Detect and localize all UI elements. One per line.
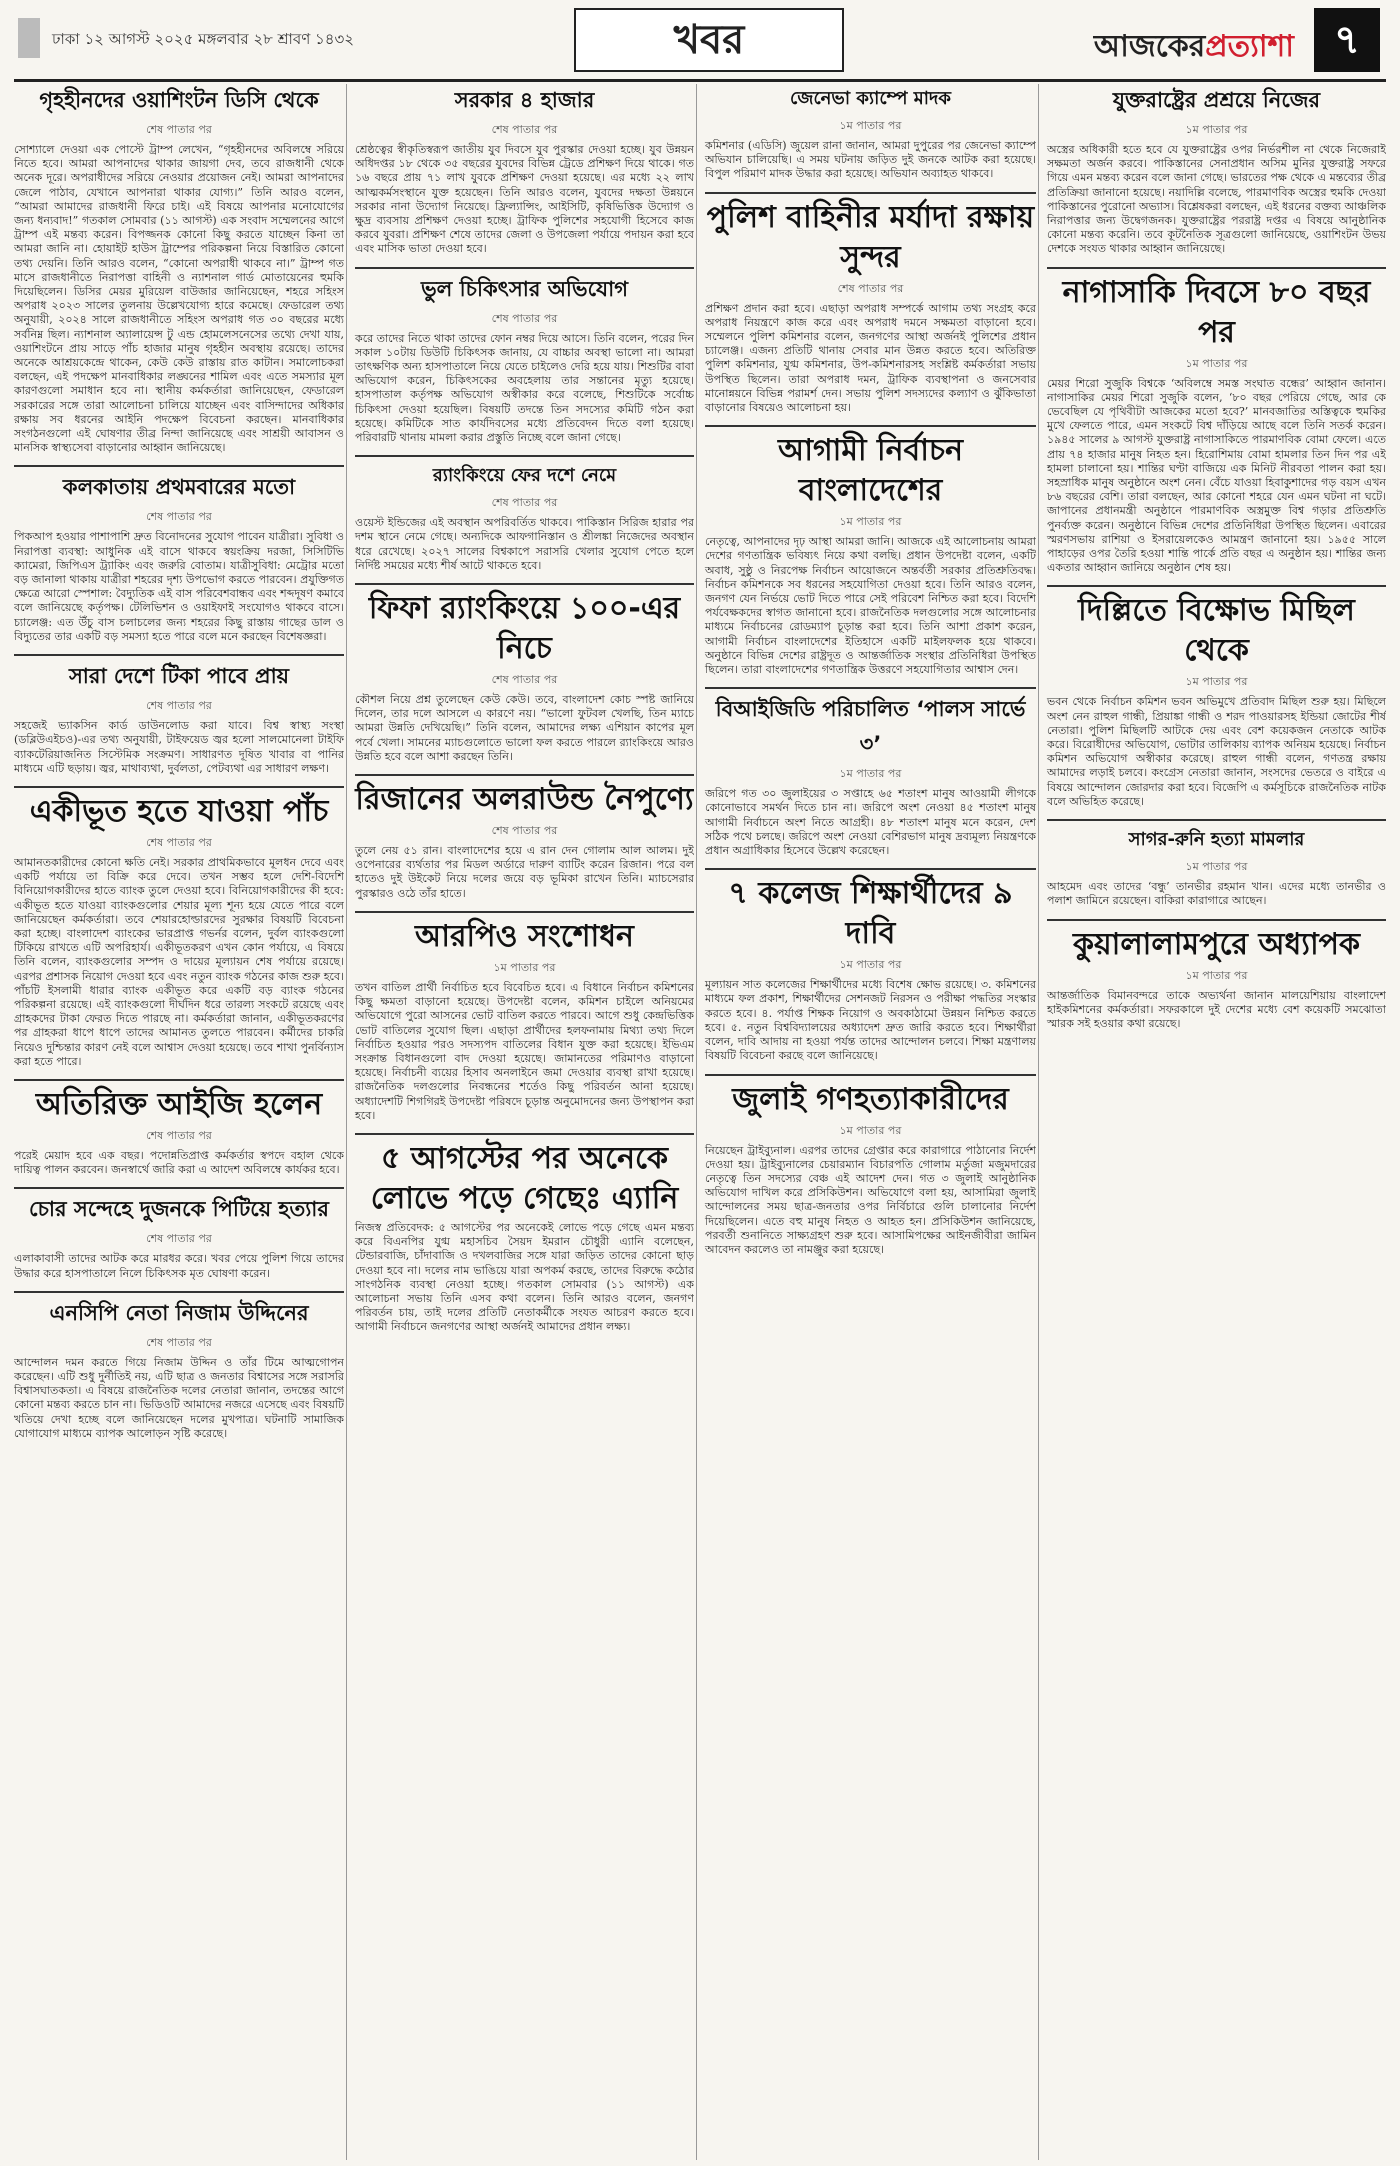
article-headline[interactable]: ৭ কলেজ শিক্ষার্থীদের ৯ দাবি: [728, 876, 1013, 952]
news-article: [355, 583, 694, 764]
article-headline[interactable]: যুক্তরাষ্ট্রের প্রশ্রয়ে নিজের: [1112, 88, 1321, 112]
article-body: তখন বাতিল প্রার্থী নির্বাচিত হবে বিবেচিত হবে। এ বিধানে নির্বাচন কমিশনের কিছু ক্ষমতা বাড়ানো হয়েছে। উপদেষ্টা বলেন, কমিশন চাইলে অনিয়মের অভিযোগে পুরো আসনের ভোট বাতিল করতে পারবে। আগে শুধু কেন্দ্রভিত্তিক ভোট বাতিলের সুযোগ ছিল। এছাড়া প্রার্থীদের হলফনামায় মিথ্যা তথ্য দিলে নির্বাচিত হওয়ার পরও সদস্যপদ বাতিলের বিধান যুক্ত করা হয়েছে। ইভিএম সংক্রান্ত বিধানগুলো বাদ দেওয়া হয়েছে। জামানতের পরিমাণও বাড়ানো হয়েছে। নির্বাচনী ব্যয়ের হিসাব অনলাইনে জমা দেওয়ার ব্যবস্থা রাখা হয়েছে। রাজনৈতিক দলগুলোর নিবন্ধনের শর্তেও কিছু পরিবর্তন আনা হয়েছে। অধ্যাদেশটি শিগগিরই উপদেষ্টা পরিষদে চূড়ান্ত অনুমোদনের জন্য উপস্থাপন করা হবে।: [355, 980, 694, 1122]
news-article: [355, 911, 694, 1123]
article-headline[interactable]: ভুল চিকিৎসার অভিযোগ: [421, 276, 628, 301]
page-number: ৭: [1314, 8, 1380, 72]
article-body: কমিশনার (এডিসি) জুয়েল রানা জানান, আমরা দুপুরের পর জেনেভা ক্যাম্পে অভিযান চালিয়েছি। এ সময় ঘটনায় জড়িত দুই জনকে আটক করা হয়েছে। বিপুল পরিমাণ মাদক উদ্ধার করা হয়েছে। অভিযান অব্যাহত থাকবে।: [705, 139, 1036, 181]
article-body: নেতৃত্বে, আপনাদের দৃঢ় আস্থা আমরা জানি। আজকে এই আলোচনায় আমরা দেশের গণতান্ত্রিক ভবিষ্যৎ নিয়ে কথা বলছি। প্রধান উপদেষ্টা বলেন, একটি অবাধ, সুষ্ঠু ও নিরপেক্ষ নির্বাচন আয়োজনে অন্তর্বর্তী সরকার প্রতিশ্রুতিবদ্ধ। নির্বাচন কমিশনকে সব ধরনের সহযোগিতা দেওয়া হবে। তিনি আরও বলেন, জনগণ যেন নির্ভয়ে ভোট দিতে পারে সেই পরিবেশ নিশ্চিত করা হবে। বিদেশি পর্যবেক্ষকদের স্বাগত জানানো হবে। রাজনৈতিক দলগুলোর সঙ্গে আলোচনার মাধ্যমে নির্বাচনের রোডম্যাপ চূড়ান্ত করা হবে। তিনি আশা প্রকাশ করেন, আগামী নির্বাচন বাংলাদেশের ইতিহাসে একটি মাইলফলক হয়ে থাকবে। অনুষ্ঠানে বিভিন্ন দেশের রাষ্ট্রদূত ও আন্তর্জাতিক সংস্থার প্রতিনিধিরা উপস্থিত ছিলেন। তারা বাংলাদেশের গণতান্ত্রিক উত্তরণে সহযোগিতার আশ্বাস দেন।: [705, 535, 1036, 677]
article-headline[interactable]: চোর সন্দেহে দুজনকে পিটিয়ে হত্যার: [29, 1197, 329, 1222]
article-body: নিজস্ব প্রতিবেদক: ৫ আগস্টের পর অনেকেই লোভে পড়ে গেছে এমন মন্তব্য করে বিএনপির যুগ্ম মহাসচিব সৈয়দ ইমরান চৌধুরী এ্যানি বলেছেন, টেন্ডারবাজি, চাঁদাবাজি ও দখলবাজির সঙ্গে যারা জড়িত তাদের কোনো ছাড় দেওয়া হবে না। দলের নাম ভাঙিয়ে যারা অপকর্ম করছে, তাদের বিরুদ্ধে কঠোর সাংগঠনিক ব্যবস্থা নেওয়া হচ্ছে। গতকাল সোমবার (১১ আগস্ট) এক আলোচনা সভায় তিনি এসব কথা বলেন। তিনি আরও বলেন, জনগণ পরিবর্তন চায়, তাই দলের প্রতিটি নেতাকর্মীকে সংযত আচরণ করতে হবে। আগামী নির্বাচনে জনগণের আস্থা অর্জনই আমাদের প্রধান লক্ষ্য।: [355, 1220, 694, 1334]
article-body: মেয়র শিরো সুজুকি বিশ্বকে ‘অবিলম্বে সমস্ত সংঘাত বন্ধের’ আহ্বান জানান। নাগাসাকির মেয়র শিরো সুজুকি বলেন, ‘৮০ বছর পেরিয়ে গেছে, আর কে ভেবেছিল যে পৃথিবীটা আজকের মতো হবে?’ মানবজাতির অস্তিত্বকে হুমকির মুখে ফেলতে পারে, এমন সংকটে বিশ্ব দাঁড়িয়ে আছে বলে তিনি সতর্ক করেন। ১৯৪৫ সালের ৯ আগস্ট যুক্তরাষ্ট্র নাগাসাকিতে পারমাণবিক বোমা ফেলে। এতে প্রায় ৭৪ হাজার মানুষ নিহত হন। হিরোশিমায় বোমা হামলার তিন দিন পর এই হামলা চালানো হয়। শান্তির ঘণ্টা বাজিয়ে এক মিনিট নীরবতা পালন করা হয়। সহস্রাধিক মানুষ অনুষ্ঠানে অংশ নেন। বেঁচে যাওয়া হিবাকুশাদের গড় বয়স এখন ৮৬ বছরের বেশি। তারা বলছেন, আর কোনো শহরে যেন এমন ঘটনা না ঘটে। জাপানের প্রধানমন্ত্রী অনুষ্ঠানে পারমাণবিক অস্ত্রমুক্ত বিশ্ব গড়ার প্রতিশ্রুতি পুনর্ব্যক্ত করেন। অনুষ্ঠানে বিভিন্ন দেশের প্রতিনিধিরা উপস্থিত ছিলেন। এবারের স্মরণসভায় রাশিয়া ও ইসরায়েলকেও আমন্ত্রণ জানানো হয়। ১৯৫৫ সালে পাহাড়ের ওপর তৈরি হওয়া শান্তি পার্কে প্রতি বছর এ অনুষ্ঠান হয়। শান্তির জন্য একতার আহ্বান জানিয়ে অনুষ্ঠান শেষ হয়।: [1047, 376, 1386, 575]
news-article: [355, 84, 694, 257]
continuation-note: শেষ পাতার পর: [146, 123, 212, 136]
article-body: আহমেদ এবং তাদের ‘বন্ধু’ তানভীর রহমান খান। এদের মধ্যে তানভীর ও পলাশ জামিনে রয়েছেন। বাকিরা কারাগারে আছেন।: [1047, 880, 1386, 908]
news-article: [355, 267, 694, 446]
article-body: আমানতকারীদের কোনো ক্ষতি নেই। সরকার প্রাথমিকভাবে মূলধন দেবে এবং একটি পর্যায়ে তা বিক্রি করে দেবে। তখন সম্ভব হলে দেশি-বিদেশি বিনিয়োগকারীদের হাতে ব্যাংক তুলে দেওয়া হবে। বিনিয়োগকারীদের কী হবে: একীভূত হতে যাওয়া ব্যাংকগুলোর শেয়ার মূল্য শূন্য হয়ে যেতে পারে বলে জানিয়েছেন কর্মকর্তারা। তবে শেয়ারহোল্ডারদের সুরক্ষার বিষয়টি বিবেচনা করা হচ্ছে। বাংলাদেশ ব্যাংকের ভারপ্রাপ্ত গভর্নর বলেন, দুর্বল ব্যাংকগুলো টিকিয়ে রাখতে এটি অপরিহার্য। একীভূতকরণ এখন কোন পর্যায়ে, এ বিষয়ে তিনি বলেন, ব্যাংকগুলোর সম্পদ ও দায়ের মূল্যায়ন শেষ পর্যায়ে রয়েছে। এরপর প্রশাসক নিয়োগ দেওয়া হবে এবং নতুন ব্যাংক গঠনের কাজ শুরু হবে। পাঁচটি ইসলামী ধারার ব্যাংক একীভূত করে একটি বড় ব্যাংক গঠনের পরিকল্পনা রয়েছে। এই ব্যাংকগুলো দীর্ঘদিন ধরে তারল্য সংকটে রয়েছে এবং গ্রাহকদের টাকা ফেরত দিতে পারছে না। কর্মকর্তারা জানান, একীভূতকরণের পর গ্রাহকরা ধাপে ধাপে তাদের আমানত তুলতে পারবেন। কর্মীদের চাকরি নিয়েও দুশ্চিন্তার কারণ নেই বলে আশ্বাস দেওয়া হয়েছে। তবে শাখা পুনর্বিন্যাস করা হতে পারে।: [14, 855, 344, 1068]
continuation-note: শেষ পাতার পর: [146, 510, 212, 524]
news-article: [1047, 84, 1386, 257]
article-headline[interactable]: সাগর-রুনি হত্যা মামলার: [1128, 829, 1305, 851]
news-article: [705, 868, 1036, 1063]
continuation-note: ১ম পাতার পর: [1185, 356, 1248, 370]
article-body: আন্তর্জাতিক বিমানবন্দরে তাকে অভ্যর্থনা জানান মালয়েশিয়ায় বাংলাদেশ হাইকমিশনের কর্মকর্তারা। সফরকালে দুই দেশের মধ্যে বেশ কয়েকটি সমঝোতা স্মারক সই হওয়ার কথা রয়েছে।: [1047, 988, 1386, 1030]
article-headline[interactable]: জেনেভা ক্যাম্পে মাদক: [790, 88, 951, 109]
masthead: [14, 8, 1386, 82]
article-body: তুলে নেয় ৫১ রান। বাংলাদেশের হয়ে এ রান দেন গোলাম আল আলম। দুই ওপেনারের ব্যর্থতার পর মিডল অর্ডারে দারুণ ব্যাটিং করেন রিজান। পরে বল হাতেও দুই উইকেট নিয়ে দলের জয়ে বড় ভূমিকা রাখেন তিনি। ম্যাচসেরার পুরস্কারও ওঠে তাঁর হাতে।: [355, 844, 694, 900]
article-headline[interactable]: আরপিও সংশোধন: [415, 918, 634, 954]
news-article: [355, 1133, 694, 1335]
continuation-note: শেষ পাতার পর: [491, 824, 558, 838]
news-article: [705, 192, 1036, 416]
article-headline[interactable]: একীভূত হতে যাওয়া পাঁচ: [29, 793, 329, 829]
news-article: [14, 465, 344, 644]
article-body: সোশ্যালে দেওয়া এক পোস্টে ট্রাম্প লেখেন, “গৃহহীনদের অবিলম্বে সরিয়ে নিতে হবে। আমরা আপনাদের থাকার জায়গা দেব, তবে রাজধানী থেকে অনেক দূরে। অপরাধীদের সরিয়ে নেওয়ার প্রয়োজন নেই। আমরা আপনাদের জেলে পাঠাব, যেখানে আপনারা থাকার যোগ্য।” তিনি আরও বলেন, “আমরা আমাদের রাজধানী ফিরে চাই। এই বিষয়ে আপনার মনোযোগের জন্য ধন্যবাদ!” গতকাল সোমবার (১১ আগস্ট) এক সংবাদ সম্মেলনের আগে ট্রাম্প এই মন্তব্য করেন। বিপজ্জনক কোনো কিছু করতে যাচ্ছেন কিনা তা আমরা জানি না। হোয়াইট হাউস ট্রাম্পের পরিকল্পনা নিয়ে বিস্তারিত কোনো তথ্য দেয়নি। তিনি আরও বলেন, “কোনো অপরাধী থাকবে না।” ট্রাম্প গত মাসে রাজধানীতে নিরাপত্তা বাহিনী ও ন্যাশনাল গার্ড মোতায়েনের হুমকি দিয়েছিলেন। ডিসির মেয়র মুরিয়েল বাউজার জানিয়েছেন, শহরে সহিংস অপরাধ ২০২৩ সালের তুলনায় উল্লেখযোগ্য হারে কমেছে। ফেডারেল তথ্য অনুযায়ী, ২০২৪ সালে রাজধানীতে সহিংস অপরাধ গত ৩০ বছরের মধ্যে সর্বনিম্ন ছিল। ন্যাশনাল অ্যালায়েন্স টু এন্ড হোমলেসনেসের তথ্যে দেখা যায়, ওয়াশিংটনে প্রায় সাড়ে পাঁচ হাজার মানুষ গৃহহীন অবস্থায় রয়েছে। তাদের অনেকে আশ্রয়কেন্দ্রে থাকেন, কেউ কেউ রাস্তায় রাত কাটান। সমালোচকরা বলছেন, এই পদক্ষেপ মানবাধিকার লঙ্ঘনের শামিল এবং এতে সমস্যার মূল কারণগুলো সমাধান হবে না। স্থানীয় কর্মকর্তারা জানিয়েছেন, ফেডারেল সরকারের সঙ্গে তারা আলোচনা চালিয়ে যাচ্ছেন এবং বাসিন্দাদের অধিকার রক্ষায় সব ধরনের আইনি পদক্ষেপ বিবেচনা করছেন। মানবাধিকার সংগঠনগুলো এই ঘোষণার তীব্র নিন্দা জানিয়েছে এবং সাশ্রয়ী আবাসন ও মানসিক স্বাস্থ্যসেবা বাড়ানোর আহ্বান জানিয়েছে।: [14, 143, 344, 455]
article-body: সহজেই ভ্যাকসিন কার্ড ডাউনলোড করা যাবে। বিশ্ব স্বাস্থ্য সংস্থা (ডব্লিউএইচও)-এর তথ্য অনুযায়ী, টাইফয়েড জ্বর হলো সালমোনেলা টাইফি ব্যাকটেরিয়াজনিত সিস্টেমিক সংক্রমণ। সাধারণত দূষিত খাবার বা পানির মাধ্যমে এটি ছড়ায়। জ্বর, মাথাব্যথা, দুর্বলতা, পেটব্যথা এর সাধারণ লক্ষণ।: [14, 719, 344, 775]
article-headline[interactable]: পুলিশ বাহিনীর মর্যাদা রক্ষায় সুন্দর: [706, 199, 1035, 275]
continuation-note: শেষ পাতার পর: [146, 699, 212, 713]
continuation-note: ১ম পাতার পর: [493, 960, 556, 974]
news-article: [705, 687, 1036, 858]
columns: [14, 84, 1386, 2160]
news-article: [14, 654, 344, 776]
article-body: করে তাদের নিতে থাকা তাদের ফোন নম্বর দিয়ে আসে। তিনি বলেন, পরের দিন সকাল ১০টায় ডিউটি চিকিৎসক জানায়, যে বাচ্চার অবস্থা ভালো না। আমরা তাৎক্ষণিক অন্য হাসপাতালে নিয়ে যেতে চাইলেও দেরি হয়ে যায়। শিশুটির বাবা অভিযোগ করেন, চিকিৎসকের অবহেলায় তার সন্তানের মৃত্যু হয়েছে। হাসপাতাল কর্তৃপক্ষ অভিযোগ অস্বীকার করে বলেছে, শিশুটিকে সর্বোচ্চ চিকিৎসা দেওয়া হয়েছিল। বিষয়টি তদন্তে তিন সদস্যের কমিটি গঠন করা হয়েছে। কমিটিকে সাত কার্যদিবসের মধ্যে প্রতিবেদন দিতে বলা হয়েছে। পরিবারটি থানায় মামলা করার প্রস্তুতি নিচ্ছে বলে জানা গেছে।: [355, 331, 694, 445]
article-body: অস্ত্রের অধিকারী হতে হবে যে যুক্তরাষ্ট্রের ওপর নির্ভরশীল না থেকে নিজেরাই সক্ষমতা অর্জন করবে। পাকিস্তানের সেনাপ্রধান অসিম মুনির যুক্তরাষ্ট্র সফরে গিয়ে এমন মন্তব্য করেন বলে জানা গেছে। ভারতের পক্ষ থেকে এ মন্তব্যের তীব্র প্রতিক্রিয়া জানানো হয়েছে। নয়াদিল্লি বলেছে, পারমাণবিক অস্ত্রের হুমকি দেওয়া পাকিস্তানের পুরোনো অভ্যাস। বিশ্লেষকরা বলছেন, এই ধরনের বক্তব্য আঞ্চলিক নিরাপত্তার জন্য উদ্বেগজনক। যুক্তরাষ্ট্রের পররাষ্ট্র দপ্তর এ বিষয়ে আনুষ্ঠানিক কোনো মন্তব্য করেনি। তবে কূটনৈতিক সূত্রগুলো জানিয়েছে, ওয়াশিংটন উভয় দেশকে সংযত থাকার আহ্বান জানিয়েছে।: [1047, 143, 1386, 256]
news-article: [355, 455, 694, 573]
continuation-note: শেষ পাতার পর: [491, 673, 558, 687]
continuation-note: ১ম পাতার পর: [839, 767, 902, 781]
article-headline[interactable]: জুলাই গণহত্যাকারীদের: [732, 1081, 1009, 1117]
continuation-note: শেষ পাতার পর: [146, 1335, 212, 1349]
article-headline[interactable]: গৃহহীনদের ওয়াশিংটন ডিসি থেকে: [39, 88, 319, 112]
news-article: [1047, 819, 1386, 908]
section-title: খবর: [574, 8, 844, 72]
column-4: [1038, 84, 1386, 2160]
newspaper-logo: [1094, 22, 1294, 73]
news-article: [705, 84, 1036, 182]
continuation-note: ১ম পাতার পর: [1185, 860, 1248, 874]
continuation-note: ১ম পাতার পর: [1185, 968, 1248, 982]
issue-date: ঢাকা ১২ আগস্ট ২০২৫ মঙ্গলবার ২৮ শ্রাবণ ১৪৩২: [52, 30, 355, 48]
article-body: এলাকাবাসী তাদের আটক করে মারধর করে। খবর পেয়ে পুলিশ গিয়ে তাদের উদ্ধার করে হাসপাতালে নিলে চিকিৎসক মৃত ঘোষণা করেন।: [14, 1252, 344, 1280]
continuation-note: শেষ পাতার পর: [491, 496, 558, 510]
article-body: পিকআপ হওয়ার পাশাপাশি দ্রুত বিনোদনের সুযোগ পাবেন যাত্রীরা। সুবিধা ও নিরাপত্তা ব্যবস্থা: আধুনিক এই বাসে থাকবে স্বয়ংক্রিয় দরজা, সিসিটিভি ক্যামেরা, জিপিএস ট্র্যাকিং এবং জরুরি বোতাম। যাত্রীসুবিধা: মেট্রোর মতো বড় জানালা থাকায় যাত্রীরা শহরের দৃশ্য উপভোগ করতে পারবেন। প্রযুক্তিগত ক্ষেত্রে আরো স্পেশাল: বৈদ্যুতিক এই বাস পরিবেশবান্ধব এবং শব্দদূষণ কমাবে বলে জানিয়েছে কর্তৃপক্ষ। টেলিভিশন ও ওয়াইফাই সংযোগও থাকবে বাসে। চ্যালেঞ্জ: এত উঁচু বাস চলাচলের জন্য শহরের কিছু রাস্তায় গাছের ডাল ও বিদ্যুতের তার একটি বড় সমস্যা হতে পারে বলে মনে করছেন বিশেষজ্ঞরা।: [14, 530, 344, 643]
article-body: পরেই মেয়াদ হবে এক বছর। পদোন্নতিপ্রাপ্ত কর্মকর্তার স্বপদে বহাল থেকে দায়িত্ব পালন করবেন। জনস্বার্থে জারি করা এ আদেশ অবিলম্বে কার্যকর হবে।: [14, 1148, 344, 1177]
continuation-note: ১ম পাতার পর: [839, 515, 902, 529]
article-headline[interactable]: অতিরিক্ত আইজি হলেন: [35, 1086, 323, 1122]
logo-main: আজকের: [1093, 29, 1206, 64]
column-3: [696, 84, 1036, 2160]
news-article: [14, 1079, 344, 1177]
continuation-note: ১ম পাতার পর: [839, 958, 902, 972]
article-headline[interactable]: র‍্যাংকিংয়ে ফের দশে নেমে: [432, 465, 617, 487]
continuation-note: শেষ পাতার পর: [146, 1232, 212, 1246]
continuation-note: শেষ পাতার পর: [837, 281, 904, 295]
article-headline[interactable]: ৫ আগস্টের পর অনেকে লোভে পড়ে গেছেঃ এ্যানি: [370, 1140, 679, 1216]
article-body: কৌশল নিয়ে প্রশ্ন তুলেছেন কেউ কেউ। তবে, বাংলাদেশ কোচ স্পষ্ট জানিয়ে দিলেন, তার দলে আসলে এ কারণে নয়। “ভালো ফুটবল খেলছি, তিন ম্যাচে আমরা উন্নতি দেখিয়েছি।” তিনি বলেন, আমাদের লক্ষ্য এশিয়ান কাপের মূল পর্বে খেলা। সামনের ম্যাচগুলোতে ভালো ফল করতে পারলে র‍্যাংকিংয়ে আরও উন্নতি হবে বলে আশা করছেন তিনি।: [355, 693, 694, 763]
column-1: [14, 84, 344, 2160]
logo-accent: প্রত্যাশা: [1205, 29, 1294, 64]
news-article: [14, 1187, 344, 1280]
news-article: [1047, 919, 1386, 1032]
continuation-note: শেষ পাতার পর: [146, 835, 212, 849]
article-body: প্রশিক্ষণ প্রদান করা হবে। এছাড়া অপরাধ সম্পর্কে আগাম তথ্য সংগ্রহ করে অপরাধ নিয়ন্ত্রণে কাজ করে এবং অপরাধ দমনে সক্ষমতা বাড়ানো হবে। সম্মেলনে পুলিশ কমিশনার বলেন, জনগণের আস্থা অর্জনই পুলিশের প্রধান চ্যালেঞ্জ। এজন্য প্রতিটি থানায় সেবার মান উন্নত করতে হবে। অতিরিক্ত পুলিশ কমিশনার, যুগ্ম কমিশনার, উপ-কমিশনারসহ সংশ্লিষ্ট কর্মকর্তারা সভায় উপস্থিত ছিলেন। তারা অপরাধ দমন, ট্রাফিক ব্যবস্থাপনা ও জনসেবার মানোন্নয়নে বিভিন্ন পরামর্শ দেন। সভায় পুলিশ সদস্যদের কল্যাণ ও ঝুঁকিভাতা বাড়ানোর বিষয়েও আলোচনা হয়।: [705, 301, 1036, 415]
news-article: [355, 774, 694, 901]
article-headline[interactable]: দিল্লিতে বিক্ষোভ মিছিল থেকে: [1078, 593, 1355, 669]
news-article: [1047, 267, 1386, 576]
continuation-note: ১ম পাতার পর: [1185, 675, 1248, 689]
article-headline[interactable]: ফিফা র‍্যাংকিংয়ে ১০০-এর নিচে: [368, 591, 681, 667]
news-article: [14, 1291, 344, 1441]
article-headline[interactable]: রিজানের অলরাউন্ড নৈপুণ্যে: [355, 782, 694, 818]
article-body: শ্রেষ্ঠত্বের স্বীকৃতিস্বরূপ জাতীয় যুব দিবসে যুব পুরস্কার দেওয়া হচ্ছে। যুব উন্নয়ন অধিদপ্তর ১৮ থেকে ৩৫ বছরের যুবদের বিভিন্ন ট্রেডে প্রশিক্ষণ দিয়ে থাকে। গত ১৬ বছরে প্রায় ৭১ লাখ যুবকে প্রশিক্ষণ দেওয়া হয়েছে। এর মধ্যে ২২ লাখ আত্মকর্মসংস্থানে যুক্ত হয়েছেন। তিনি আরও বলেন, যুবদের দক্ষতা উন্নয়নে সরকার নানা উদ্যোগ নিয়েছে। ফ্রিল্যান্সিং, আইসিটি, কৃষিভিত্তিক উদ্যোগ ও ক্ষুদ্র ব্যবসায় প্রশিক্ষণ দেওয়া হচ্ছে। ট্রাফিক পুলিশের সহযোগী হিসেবে কাজ করবে যুবরা। প্রশিক্ষণ শেষে তাদের জেলা ও উপজেলা পর্যায়ে পদায়ন করা হবে এবং মাসিক ভাতা দেওয়া হবে।: [355, 143, 694, 256]
column-2: [346, 84, 694, 2160]
continuation-note: শেষ পাতার পর: [491, 311, 558, 325]
article-headline[interactable]: নাগাসাকি দিবসে ৮০ বছর পর: [1062, 274, 1371, 350]
continuation-note: ১ম পাতার পর: [839, 119, 902, 132]
continuation-note: ১ম পাতার পর: [839, 1123, 902, 1137]
news-article: [705, 425, 1036, 677]
continuation-note: শেষ পাতার পর: [491, 123, 558, 136]
article-headline[interactable]: কুয়ালালামপুরে অধ্যাপক: [1072, 926, 1361, 962]
masthead-decoration: [18, 18, 40, 58]
news-article: [1047, 585, 1386, 809]
article-headline[interactable]: সরকার ৪ হাজার: [454, 88, 595, 112]
article-body: নিয়েছেন ট্রাইব্যুনাল। এরপর তাদের গ্রেপ্তার করে কারাগারে পাঠানোর নির্দেশ দেওয়া হয়। ট্রাইব্যুনালের চেয়ারম্যান বিচারপতি গোলাম মর্তুজা মজুমদারের নেতৃত্বে তিন সদস্যের বেঞ্চ এই আদেশ দেন। গত ৩ জুলাই আনুষ্ঠানিক অভিযোগ দাখিল করে প্রসিকিউশন। অভিযোগে বলা হয়, আসামিরা জুলাই আন্দোলনের সময় ছাত্র-জনতার ওপর নির্বিচারে গুলি চালানোর নির্দেশ দিয়েছিলেন। এতে বহু মানুষ নিহত ও আহত হন। প্রসিকিউশন জানিয়েছে, পরবর্তী শুনানিতে সাক্ষ্যগ্রহণ শুরু হবে। আসামিপক্ষের আইনজীবীরা জামিন আবেদন করলেও তা নামঞ্জুর করা হয়েছে।: [705, 1143, 1036, 1256]
article-headline[interactable]: কলকাতায় প্রথমবারের মতো: [62, 475, 296, 500]
article-headline[interactable]: সারা দেশে টিকা পাবে প্রায়: [68, 664, 290, 689]
article-headline[interactable]: আগামী নির্বাচন বাংলাদেশের: [777, 433, 964, 509]
article-headline[interactable]: বিআইজিডি পরিচালিত ‘পালস সার্ভে ৩’: [715, 697, 1026, 757]
article-headline[interactable]: এনসিপি নেতা নিজাম উদ্দিনের: [49, 1300, 309, 1325]
article-body: ভবন থেকে নির্বাচন কমিশন ভবন অভিমুখে প্রতিবাদ মিছিল শুরু হয়। মিছিলে অংশ নেন রাহুল গান্ধী, প্রিয়াঙ্কা গান্ধী ও শরদ পাওয়ারসহ ইন্ডিয়া জোটের শীর্ষ নেতারা। পুলিশ মিছিলটি আটকে দেয় এবং বেশ কয়েকজন নেতাকে আটক করে। বিরোধীদের অভিযোগ, ভোটার তালিকায় ব্যাপক অনিয়ম হয়েছে। নির্বাচন কমিশন অভিযোগ অস্বীকার করেছে। রাহুল গান্ধী বলেন, গণতন্ত্র রক্ষায় আমাদের লড়াই চলবে। কংগ্রেস নেতারা জানান, সংসদের ভেতরে ও বাইরে এ বিষয়ে আন্দোলন জোরদার করা হবে। বিজেপি এ কর্মসূচিকে রাজনৈতিক নাটক বলে অভিহিত করেছে।: [1047, 695, 1386, 808]
article-body: জরিপে গত ৩০ জুলাইয়ের ৩ সপ্তাহে ৬৫ শতাংশ মানুষ আওয়ামী লীগকে কোনোভাবে সমর্থন দিতে চান না। জরিপে অংশ নেওয়া ৪৫ শতাংশ মানুষ আগামী নির্বাচনে অংশ নিতে আগ্রহী। ৪৮ শতাংশ মানুষ মনে করেন, দেশ সঠিক পথে চলছে। জরিপে অংশ নেওয়া বেশিরভাগ মানুষ দ্রব্যমূল্য নিয়ন্ত্রণকে প্রধান অগ্রাধিকার হিসেবে উল্লেখ করেছেন।: [705, 787, 1036, 858]
article-body: ওয়েস্ট ইন্ডিজের এই অবস্থান অপরিবর্তিত থাকবে। পাকিস্তান সিরিজ হারার পর দশম স্থানে নেমে গেছে। অন্যদিকে আফগানিস্তান ও শ্রীলঙ্কা নিজেদের অবস্থান ধরে রেখেছে। ২০২৭ সালের বিশ্বকাপে সরাসরি খেলার সুযোগ পেতে হলে নির্দিষ্ট সময়ের মধ্যে শীর্ষ আটে থাকতে হবে।: [355, 516, 694, 572]
news-article: [14, 786, 344, 1069]
article-body: মূল্যায়ন সাত কলেজের শিক্ষার্থীদের মধ্যে বিশেষ ক্ষোভ রয়েছে। ৩. কমিশনের মাধ্যমে ফল প্রকাশ, শিক্ষার্থীদের সেশনজট নিরসন ও পরীক্ষা পদ্ধতির সংস্কার করতে হবে। ৪. পর্যাপ্ত শিক্ষক নিয়োগ ও অবকাঠামো উন্নয়ন নিশ্চিত করতে হবে। ৫. নতুন বিশ্ববিদ্যালয়ের অধ্যাদেশ দ্রুত জারি করতে হবে। শিক্ষার্থীরা বলেন, দাবি আদায় না হওয়া পর্যন্ত তাদের আন্দোলন চলবে। শিক্ষা মন্ত্রণালয় বিষয়টি বিবেচনা করছে বলে জানিয়েছে।: [705, 978, 1036, 1063]
continuation-note: শেষ পাতার পর: [146, 1128, 212, 1142]
news-article: [14, 84, 344, 455]
article-body: আন্দোলন দমন করতে গিয়ে নিজাম উদ্দিন ও তাঁর টিমে আত্মগোপন করেছেন। এটি শুধু দুর্নীতিই নয়, এটি ছাত্র ও জনতার বিশ্বাসের সঙ্গে সরাসরি বিশ্বাসঘাতকতা। এ বিষয়ে রাজনৈতিক দলের নেতারা জানান, তদন্তের আগে কোনো মন্তব্য করতে চান না। ভিডিওটি আমাদের নজরে এসেছে এবং বিষয়টি খতিয়ে দেখা হচ্ছে বলে জানিয়েছেন দলের মুখপাত্র। ঘটনাটি সামাজিক যোগাযোগ মাধ্যমে ব্যাপক আলোড়ন সৃষ্টি করেছে।: [14, 1355, 344, 1440]
news-article: [705, 1074, 1036, 1258]
continuation-note: ১ম পাতার পর: [1185, 123, 1248, 136]
